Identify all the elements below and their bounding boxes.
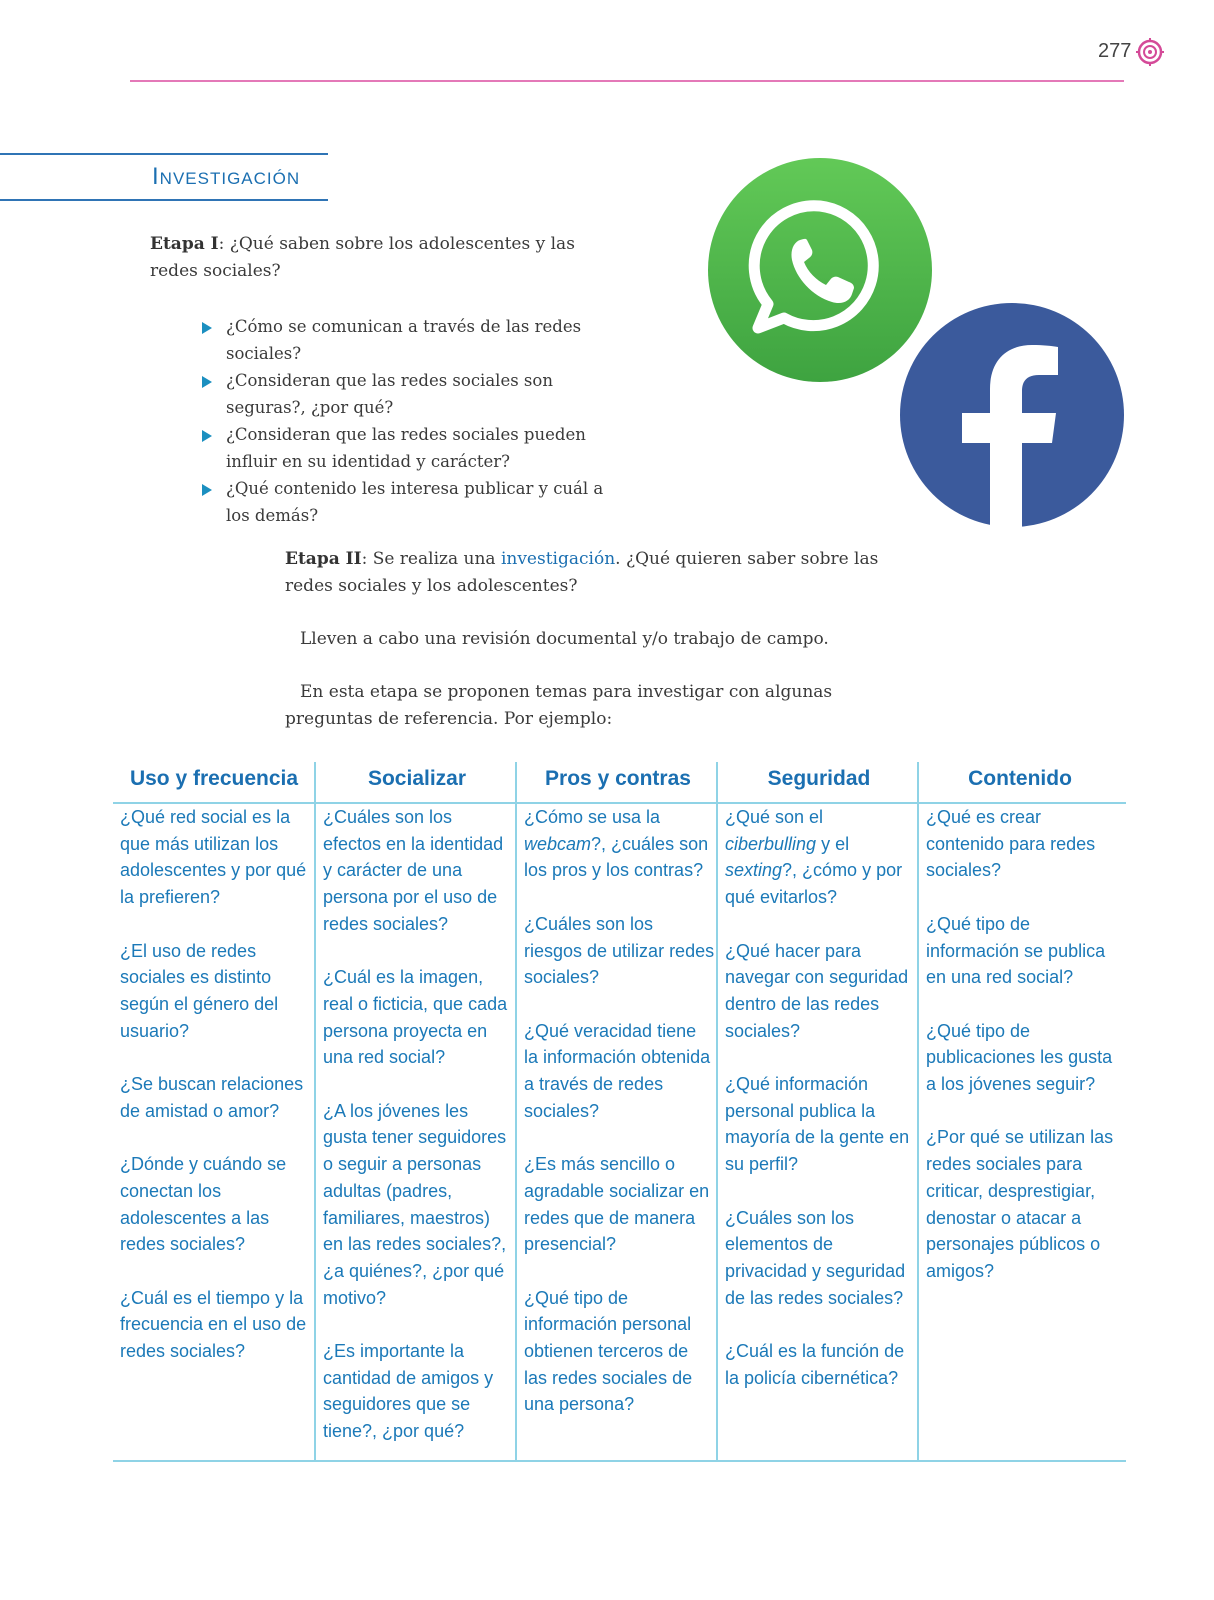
question-term: sexting — [725, 860, 783, 881]
column-uso-frecuencia — [113, 762, 315, 1462]
investigacion-link[interactable]: investigación — [500, 549, 616, 569]
triangle-bullet-icon — [202, 484, 212, 496]
etapa-1-label: Etapa I — [150, 234, 219, 254]
column-header: Pros y contras — [545, 767, 691, 790]
decorative-ornament-icon — [1136, 38, 1164, 66]
column-contenido — [917, 762, 1121, 1462]
column-body — [926, 804, 1117, 1311]
list-item — [200, 421, 630, 475]
column-pros-contras — [515, 762, 719, 1462]
etapa-2-paragraph — [285, 546, 885, 600]
table-cell-question: ¿Qué red social es la que más utilizan los adolescentes y por qué la prefieren? — [120, 807, 307, 908]
table-cell-question: ¿Qué tipo de publicaciones les gusta a los jóvenes seguir? — [926, 1020, 1113, 1094]
question-part: ?, ¿cómo y por qué evitarlos? — [725, 860, 903, 908]
triangle-bullet-icon — [202, 322, 212, 334]
table-cell-question: ¿Cuáles son los elementos de privacidad y seguridad de las redes sociales? — [725, 1207, 906, 1308]
list-item — [200, 475, 630, 529]
etapa-2-text-after: . ¿Qué quieren saber sobre las redes sociales y los adolescentes? — [285, 549, 879, 596]
column-header: Uso y frecuencia — [129, 767, 299, 790]
column-header: Socializar — [367, 767, 467, 790]
table-cell-question — [725, 804, 916, 911]
table-cell-question: ¿Cuál es el tiempo y la frecuencia en el uso de redes sociales? — [120, 1287, 307, 1361]
table-cell-question: ¿Qué información personal publica la mayoría de la gente en su perfil? — [725, 1074, 910, 1175]
question-text: ¿Consideran que las redes sociales son seguras?, ¿por qué? — [226, 371, 553, 417]
etapa-2-text-before: : Se realiza una — [361, 549, 501, 569]
table-cell-question: ¿Se buscan relaciones de amistad o amor? — [120, 1074, 304, 1121]
column-body — [120, 804, 311, 1391]
section-title: Investigación — [152, 163, 301, 190]
table-cell-question: ¿Qué tipo de información personal obtienen terceros de las redes sociales de una persona? — [524, 1287, 693, 1415]
column-body — [323, 804, 514, 1472]
column-header: Seguridad — [767, 767, 871, 790]
table-cell-question: ¿Qué tipo de información se publica en una red social? — [926, 913, 1106, 988]
list-item — [200, 313, 630, 367]
list-item — [200, 367, 630, 421]
section-rule-bottom — [0, 199, 328, 201]
column-seguridad — [716, 762, 920, 1462]
whatsapp-logo-icon — [708, 158, 932, 382]
question-part: y el — [816, 833, 850, 854]
question-term: ciberbulling — [725, 833, 817, 854]
table-cell-question: ¿Qué hacer para navegar con seguridad dentro de las redes sociales? — [725, 940, 909, 1041]
question-part: ¿Cómo se usa la — [524, 807, 661, 827]
etapa-1-text: : ¿Qué saben sobre los adolescentes y las redes sociales? — [150, 234, 575, 281]
column-body — [725, 804, 916, 1418]
page-number: 277 — [1098, 40, 1132, 62]
table-bottom-rule — [113, 1460, 1126, 1462]
facebook-logo-icon — [900, 303, 1124, 527]
question-text: ¿Cómo se comunican a través de las redes sociales? — [226, 317, 582, 363]
topics-intro-paragraph: En esta etapa se proponen temas para investigar con algunas preguntas de referencia. Por ejemplo: — [285, 682, 833, 729]
topics-table — [113, 762, 1126, 1462]
column-socializar — [314, 762, 518, 1462]
question-term: webcam — [524, 833, 592, 854]
header-rule — [130, 80, 1124, 82]
table-cell-question: ¿Es más sencillo o agradable socializar en redes que de manera presencial? — [524, 1154, 710, 1255]
table-cell-question — [524, 804, 715, 884]
triangle-bullet-icon — [202, 430, 212, 442]
table-cell-question: ¿Por qué se utilizan las redes sociales para criticar, desprestigiar, denostar o atacar a personajes públicos o amigos? — [926, 1127, 1114, 1281]
table-cell-question: ¿Qué veracidad tiene la información obtenida a través de redes sociales? — [524, 1020, 711, 1121]
section-rule-top — [0, 153, 328, 155]
triangle-bullet-icon — [202, 376, 212, 388]
question-text: ¿Consideran que las redes sociales pueden influir en su identidad y carácter? — [226, 425, 586, 471]
table-cell-question: ¿Cuáles son los riesgos de utilizar redes sociales? — [524, 913, 715, 988]
table-cell-question: ¿Cuál es la imagen, real o ficticia, que cada persona proyecta en una red social? — [323, 967, 508, 1068]
table-cell-question: ¿Es importante la cantidad de amigos y seguidores que se tiene?, ¿por qué? — [323, 1341, 494, 1442]
table-cell-question: ¿Dónde y cuándo se conectan los adolescentes a las redes sociales? — [120, 1154, 287, 1255]
instruction-paragraph: Lleven a cabo una revisión documental y/o trabajo de campo. — [300, 629, 829, 649]
table-cell-question: ¿Qué es crear contenido para redes sociales? — [926, 807, 1096, 881]
table-cell-question: ¿El uso de redes sociales es distinto según el género del usuario? — [120, 940, 279, 1041]
column-header: Contenido — [968, 767, 1072, 790]
table-cell-question: ¿A los jóvenes les gusta tener seguidores o seguir a personas adultas (padres, familiares, maestros) en las redes sociales?, ¿a quiénes?, ¿por qué motivo? — [323, 1100, 507, 1308]
table-cell-question: ¿Cuáles son los efectos en la identidad y carácter de una persona por el uso de redes sociales? — [323, 807, 504, 934]
question-part: ?, ¿cuáles son los pros y los contras? — [524, 833, 709, 881]
question-text: ¿Qué contenido les interesa publicar y cuál a los demás? — [226, 479, 604, 525]
question-list — [200, 313, 630, 529]
question-part: ¿Qué son el — [725, 807, 824, 827]
etapa-1-paragraph — [150, 231, 600, 285]
etapa-2-label: Etapa II — [285, 549, 362, 569]
table-cell-question: ¿Cuál es la función de la policía cibernética? — [725, 1341, 905, 1388]
column-body — [524, 804, 715, 1445]
section-header — [0, 153, 328, 201]
